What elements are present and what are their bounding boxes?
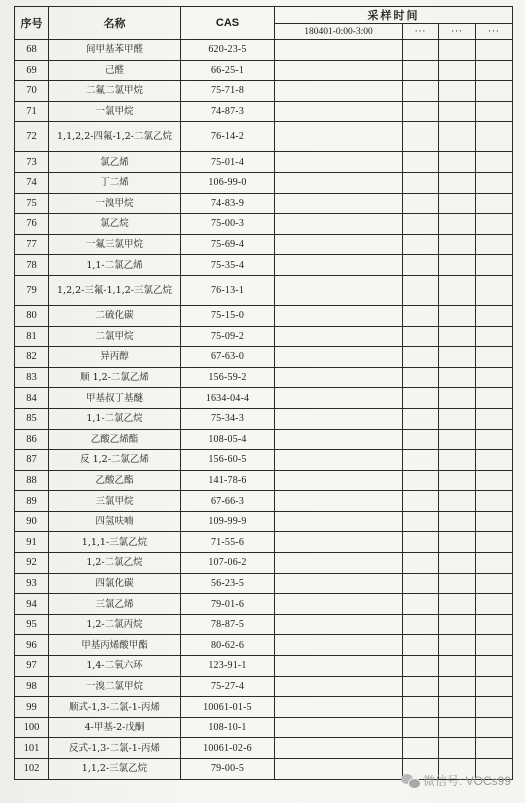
cell-sample bbox=[275, 614, 403, 635]
cell-seq: 94 bbox=[15, 594, 49, 615]
wechat-icon bbox=[401, 774, 419, 788]
cell-sample bbox=[275, 81, 403, 102]
cell-name: 1,2-二氯丙烷 bbox=[49, 614, 181, 635]
cell-sample bbox=[439, 367, 476, 388]
cell-seq: 75 bbox=[15, 193, 49, 214]
cell-sample bbox=[275, 152, 403, 173]
cell-name: 一溴二氯甲烷 bbox=[49, 676, 181, 697]
cell-name: 1,2-二氯乙烷 bbox=[49, 553, 181, 574]
cell-name: 己醛 bbox=[49, 60, 181, 81]
cell-sample bbox=[403, 532, 439, 553]
cell-sample bbox=[275, 491, 403, 512]
cell-sample bbox=[403, 193, 439, 214]
cell-seq: 68 bbox=[15, 40, 49, 61]
cell-sample bbox=[476, 101, 513, 122]
cell-name: 三氯乙烯 bbox=[49, 594, 181, 615]
cell-sample bbox=[403, 122, 439, 152]
cell-sample bbox=[275, 214, 403, 235]
cell-sample bbox=[439, 656, 476, 677]
cell-seq: 71 bbox=[15, 101, 49, 122]
cell-sample bbox=[403, 738, 439, 759]
cell-sample bbox=[403, 305, 439, 326]
cell-seq: 90 bbox=[15, 511, 49, 532]
cell-seq: 87 bbox=[15, 450, 49, 471]
cell-name: 一氯甲烷 bbox=[49, 101, 181, 122]
cell-sample bbox=[476, 367, 513, 388]
cell-cas: 1634-04-4 bbox=[181, 388, 275, 409]
table-row bbox=[15, 367, 513, 388]
cell-sample bbox=[439, 511, 476, 532]
cell-sample bbox=[439, 676, 476, 697]
table-row bbox=[15, 326, 513, 347]
cell-sample bbox=[439, 326, 476, 347]
cell-name: 四氢呋喃 bbox=[49, 511, 181, 532]
cell-sample bbox=[403, 470, 439, 491]
cell-sample bbox=[275, 347, 403, 368]
cell-name: 氯乙烯 bbox=[49, 152, 181, 173]
header-sampling-time: 采样时间 bbox=[275, 7, 513, 24]
cell-seq: 86 bbox=[15, 429, 49, 450]
cell-cas: 76-14-2 bbox=[181, 122, 275, 152]
cell-name: 甲基叔丁基醚 bbox=[49, 388, 181, 409]
header-slot-more: ··· bbox=[403, 24, 439, 40]
cell-seq: 91 bbox=[15, 532, 49, 553]
cell-cas: 75-00-3 bbox=[181, 214, 275, 235]
table-row bbox=[15, 717, 513, 738]
cell-seq: 72 bbox=[15, 122, 49, 152]
cell-sample bbox=[403, 347, 439, 368]
cell-sample bbox=[476, 60, 513, 81]
header-slot-first: 180401-0:00-3:00 bbox=[275, 24, 403, 40]
table-row bbox=[15, 676, 513, 697]
cell-cas: 75-01-4 bbox=[181, 152, 275, 173]
cell-cas: 71-55-6 bbox=[181, 532, 275, 553]
cell-cas: 108-10-1 bbox=[181, 717, 275, 738]
cell-sample bbox=[275, 408, 403, 429]
table-row bbox=[15, 152, 513, 173]
cell-sample bbox=[476, 573, 513, 594]
cell-name: 二氯甲烷 bbox=[49, 326, 181, 347]
cell-seq: 78 bbox=[15, 255, 49, 276]
cell-seq: 95 bbox=[15, 614, 49, 635]
cell-cas: 10061-01-5 bbox=[181, 697, 275, 718]
cell-seq: 99 bbox=[15, 697, 49, 718]
cell-sample bbox=[476, 676, 513, 697]
cell-name: 1,1,2,2-四氟-1,2-二氯乙烷 bbox=[49, 122, 181, 152]
cell-sample bbox=[403, 152, 439, 173]
cell-name: 异丙醇 bbox=[49, 347, 181, 368]
table-row bbox=[15, 738, 513, 759]
cell-sample bbox=[275, 234, 403, 255]
table-row bbox=[15, 60, 513, 81]
cell-cas: 67-63-0 bbox=[181, 347, 275, 368]
cell-sample bbox=[439, 532, 476, 553]
table-row bbox=[15, 450, 513, 471]
cell-sample bbox=[275, 40, 403, 61]
cell-sample bbox=[403, 275, 439, 305]
cell-sample bbox=[403, 511, 439, 532]
table-row bbox=[15, 172, 513, 193]
cell-sample bbox=[476, 275, 513, 305]
cell-cas: 75-71-8 bbox=[181, 81, 275, 102]
cell-seq: 97 bbox=[15, 656, 49, 677]
cell-cas: 80-62-6 bbox=[181, 635, 275, 656]
cell-sample bbox=[439, 429, 476, 450]
cell-sample bbox=[476, 234, 513, 255]
cell-seq: 98 bbox=[15, 676, 49, 697]
table-row bbox=[15, 408, 513, 429]
cell-sample bbox=[439, 594, 476, 615]
cell-sample bbox=[403, 214, 439, 235]
cell-sample bbox=[403, 573, 439, 594]
cell-sample bbox=[275, 122, 403, 152]
cell-name: 乙酸乙烯酯 bbox=[49, 429, 181, 450]
cell-name: 乙酸乙酯 bbox=[49, 470, 181, 491]
cell-sample bbox=[439, 305, 476, 326]
cell-cas: 10061-02-6 bbox=[181, 738, 275, 759]
cell-sample bbox=[476, 347, 513, 368]
cell-sample bbox=[439, 573, 476, 594]
cell-cas: 109-99-9 bbox=[181, 511, 275, 532]
cell-sample bbox=[275, 759, 403, 780]
table-row bbox=[15, 101, 513, 122]
cell-sample bbox=[439, 255, 476, 276]
cell-sample bbox=[275, 532, 403, 553]
cell-sample bbox=[403, 234, 439, 255]
cell-sample bbox=[439, 122, 476, 152]
cell-sample bbox=[476, 614, 513, 635]
cell-sample bbox=[275, 60, 403, 81]
table-row bbox=[15, 553, 513, 574]
cell-sample bbox=[403, 101, 439, 122]
cell-sample bbox=[476, 532, 513, 553]
cell-sample bbox=[476, 388, 513, 409]
cell-name: 二硫化碳 bbox=[49, 305, 181, 326]
cell-sample bbox=[439, 470, 476, 491]
cell-seq: 84 bbox=[15, 388, 49, 409]
cell-cas: 75-09-2 bbox=[181, 326, 275, 347]
table-row bbox=[15, 491, 513, 512]
cell-name: 四氯化碳 bbox=[49, 573, 181, 594]
cell-sample bbox=[439, 40, 476, 61]
cell-name: 反式-1,3-二氯-1-丙烯 bbox=[49, 738, 181, 759]
cell-seq: 83 bbox=[15, 367, 49, 388]
cell-sample bbox=[439, 717, 476, 738]
cell-seq: 81 bbox=[15, 326, 49, 347]
cell-sample bbox=[403, 656, 439, 677]
cell-sample bbox=[439, 60, 476, 81]
cell-cas: 66-25-1 bbox=[181, 60, 275, 81]
cell-cas: 156-59-2 bbox=[181, 367, 275, 388]
cell-sample bbox=[403, 60, 439, 81]
table-row bbox=[15, 635, 513, 656]
table-row bbox=[15, 275, 513, 305]
cell-name: 1,1-二氯乙烷 bbox=[49, 408, 181, 429]
cell-seq: 101 bbox=[15, 738, 49, 759]
cell-cas: 56-23-5 bbox=[181, 573, 275, 594]
cell-name: 一溴甲烷 bbox=[49, 193, 181, 214]
cell-seq: 88 bbox=[15, 470, 49, 491]
cell-sample bbox=[403, 635, 439, 656]
cell-seq: 79 bbox=[15, 275, 49, 305]
cell-name: 顺 1,2-二氯乙烯 bbox=[49, 367, 181, 388]
cell-cas: 108-05-4 bbox=[181, 429, 275, 450]
cell-sample bbox=[403, 255, 439, 276]
table-row bbox=[15, 40, 513, 61]
cell-sample bbox=[439, 172, 476, 193]
cell-sample bbox=[403, 408, 439, 429]
cell-cas: 76-13-1 bbox=[181, 275, 275, 305]
cell-name: 间甲基苯甲醛 bbox=[49, 40, 181, 61]
cell-name: 二氟二氯甲烷 bbox=[49, 81, 181, 102]
table-row bbox=[15, 122, 513, 152]
cell-sample bbox=[439, 275, 476, 305]
cell-seq: 74 bbox=[15, 172, 49, 193]
cell-sample bbox=[439, 347, 476, 368]
watermark bbox=[401, 772, 511, 789]
cell-sample bbox=[275, 101, 403, 122]
table-row bbox=[15, 594, 513, 615]
cell-name: 1,1,2-三氯乙烷 bbox=[49, 759, 181, 780]
cell-sample bbox=[476, 40, 513, 61]
cell-seq: 92 bbox=[15, 553, 49, 574]
cell-cas: 78-87-5 bbox=[181, 614, 275, 635]
cell-cas: 74-83-9 bbox=[181, 193, 275, 214]
cell-sample bbox=[439, 450, 476, 471]
header-name: 名称 bbox=[49, 7, 181, 40]
cell-seq: 77 bbox=[15, 234, 49, 255]
header-slot-more: ··· bbox=[476, 24, 513, 40]
cell-sample bbox=[476, 255, 513, 276]
cell-sample bbox=[476, 717, 513, 738]
cell-cas: 106-99-0 bbox=[181, 172, 275, 193]
cell-name: 1,2,2-三氟-1,1,2-三氯乙烷 bbox=[49, 275, 181, 305]
cell-sample bbox=[403, 594, 439, 615]
cell-sample bbox=[476, 470, 513, 491]
cell-sample bbox=[439, 553, 476, 574]
cell-seq: 80 bbox=[15, 305, 49, 326]
table-row bbox=[15, 214, 513, 235]
cell-cas: 123-91-1 bbox=[181, 656, 275, 677]
cell-sample bbox=[439, 491, 476, 512]
cell-sample bbox=[275, 255, 403, 276]
cell-sample bbox=[476, 172, 513, 193]
cell-sample bbox=[275, 553, 403, 574]
cell-seq: 70 bbox=[15, 81, 49, 102]
cell-cas: 75-34-3 bbox=[181, 408, 275, 429]
cell-sample bbox=[275, 470, 403, 491]
cell-sample bbox=[476, 635, 513, 656]
header-cas: CAS bbox=[181, 7, 275, 40]
cell-sample bbox=[403, 450, 439, 471]
cell-cas: 75-35-4 bbox=[181, 255, 275, 276]
cell-sample bbox=[275, 429, 403, 450]
cell-seq: 85 bbox=[15, 408, 49, 429]
cell-sample bbox=[275, 635, 403, 656]
cell-sample bbox=[476, 326, 513, 347]
cell-sample bbox=[439, 214, 476, 235]
cell-seq: 93 bbox=[15, 573, 49, 594]
cell-name: 1,1-二氯乙烯 bbox=[49, 255, 181, 276]
cell-sample bbox=[275, 326, 403, 347]
cell-sample bbox=[275, 656, 403, 677]
cell-sample bbox=[476, 594, 513, 615]
cell-seq: 82 bbox=[15, 347, 49, 368]
table-row bbox=[15, 388, 513, 409]
cell-sample bbox=[439, 193, 476, 214]
cell-cas: 141-78-6 bbox=[181, 470, 275, 491]
cell-sample bbox=[275, 573, 403, 594]
cell-seq: 69 bbox=[15, 60, 49, 81]
cell-sample bbox=[476, 697, 513, 718]
cell-cas: 74-87-3 bbox=[181, 101, 275, 122]
cell-sample bbox=[476, 450, 513, 471]
cell-seq: 89 bbox=[15, 491, 49, 512]
cell-sample bbox=[403, 491, 439, 512]
cell-sample bbox=[439, 81, 476, 102]
cell-sample bbox=[403, 388, 439, 409]
table-row bbox=[15, 234, 513, 255]
cell-sample bbox=[403, 697, 439, 718]
table-row bbox=[15, 697, 513, 718]
cell-sample bbox=[476, 511, 513, 532]
cell-sample bbox=[275, 305, 403, 326]
cell-sample bbox=[275, 367, 403, 388]
table-row bbox=[15, 81, 513, 102]
cell-sample bbox=[403, 326, 439, 347]
cell-cas: 75-15-0 bbox=[181, 305, 275, 326]
cell-cas: 79-01-6 bbox=[181, 594, 275, 615]
cell-seq: 76 bbox=[15, 214, 49, 235]
table-row bbox=[15, 347, 513, 368]
cell-sample bbox=[439, 635, 476, 656]
cell-sample bbox=[476, 122, 513, 152]
cell-cas: 79-00-5 bbox=[181, 759, 275, 780]
cell-sample bbox=[275, 275, 403, 305]
cell-sample bbox=[439, 697, 476, 718]
watermark-text: 微信号: VOCs99 bbox=[422, 774, 511, 788]
cell-name: 1,1,1-三氯乙烷 bbox=[49, 532, 181, 553]
cell-sample bbox=[439, 234, 476, 255]
cell-sample bbox=[476, 738, 513, 759]
cell-sample bbox=[476, 656, 513, 677]
cell-sample bbox=[275, 172, 403, 193]
cell-sample bbox=[275, 697, 403, 718]
voc-compound-table bbox=[14, 6, 513, 780]
cell-cas: 75-69-4 bbox=[181, 234, 275, 255]
table-row bbox=[15, 305, 513, 326]
cell-sample bbox=[403, 40, 439, 61]
cell-sample bbox=[275, 388, 403, 409]
header-slot-more: ··· bbox=[439, 24, 476, 40]
cell-sample bbox=[476, 81, 513, 102]
cell-sample bbox=[275, 738, 403, 759]
cell-sample bbox=[476, 491, 513, 512]
cell-sample bbox=[439, 614, 476, 635]
cell-sample bbox=[476, 408, 513, 429]
cell-sample bbox=[403, 553, 439, 574]
cell-sample bbox=[403, 717, 439, 738]
cell-cas: 67-66-3 bbox=[181, 491, 275, 512]
cell-sample bbox=[275, 193, 403, 214]
table-row bbox=[15, 511, 513, 532]
cell-sample bbox=[403, 367, 439, 388]
table-row bbox=[15, 656, 513, 677]
cell-sample bbox=[476, 193, 513, 214]
cell-name: 顺式-1,3-二氯-1-丙烯 bbox=[49, 697, 181, 718]
table-row bbox=[15, 532, 513, 553]
cell-sample bbox=[439, 388, 476, 409]
cell-sample bbox=[439, 408, 476, 429]
cell-sample bbox=[275, 676, 403, 697]
cell-sample bbox=[439, 101, 476, 122]
table-row bbox=[15, 429, 513, 450]
cell-name: 三氯甲烷 bbox=[49, 491, 181, 512]
cell-sample bbox=[439, 152, 476, 173]
table-body bbox=[15, 40, 513, 780]
cell-sample bbox=[275, 450, 403, 471]
cell-sample bbox=[476, 429, 513, 450]
cell-sample bbox=[275, 594, 403, 615]
cell-seq: 73 bbox=[15, 152, 49, 173]
cell-sample bbox=[403, 429, 439, 450]
cell-sample bbox=[476, 553, 513, 574]
cell-sample bbox=[476, 152, 513, 173]
cell-name: 4-甲基-2-戊酮 bbox=[49, 717, 181, 738]
table-row bbox=[15, 255, 513, 276]
cell-sample bbox=[439, 738, 476, 759]
cell-name: 一氟三氯甲烷 bbox=[49, 234, 181, 255]
cell-name: 丁二烯 bbox=[49, 172, 181, 193]
cell-sample bbox=[476, 214, 513, 235]
cell-name: 氯乙烷 bbox=[49, 214, 181, 235]
cell-cas: 620-23-5 bbox=[181, 40, 275, 61]
cell-sample bbox=[476, 305, 513, 326]
cell-cas: 107-06-2 bbox=[181, 553, 275, 574]
cell-seq: 100 bbox=[15, 717, 49, 738]
cell-sample bbox=[403, 676, 439, 697]
cell-name: 反 1,2-二氯乙烯 bbox=[49, 450, 181, 471]
header-seq: 序号 bbox=[15, 7, 49, 40]
cell-name: 1,4-二氧六环 bbox=[49, 656, 181, 677]
table-row bbox=[15, 573, 513, 594]
cell-cas: 75-27-4 bbox=[181, 676, 275, 697]
cell-sample bbox=[403, 172, 439, 193]
cell-sample bbox=[275, 717, 403, 738]
table-row bbox=[15, 470, 513, 491]
cell-seq: 96 bbox=[15, 635, 49, 656]
cell-sample bbox=[403, 81, 439, 102]
table-row bbox=[15, 614, 513, 635]
cell-name: 甲基丙烯酸甲酯 bbox=[49, 635, 181, 656]
cell-cas: 156-60-5 bbox=[181, 450, 275, 471]
cell-sample bbox=[403, 614, 439, 635]
cell-sample bbox=[275, 511, 403, 532]
cell-seq: 102 bbox=[15, 759, 49, 780]
table-row bbox=[15, 193, 513, 214]
